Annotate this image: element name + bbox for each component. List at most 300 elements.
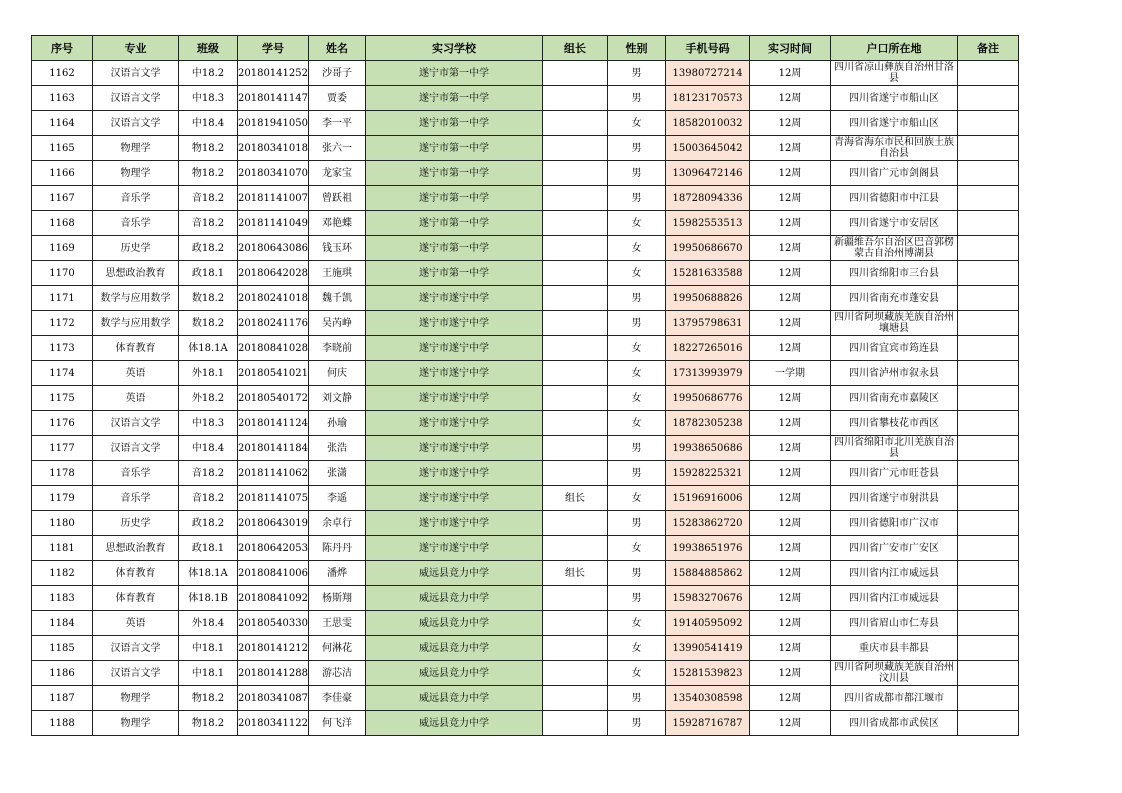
school-cell: 遂宁市遂宁中学 — [366, 386, 543, 411]
hukou-cell: 四川省遂宁市船山区 — [831, 111, 958, 136]
gender-cell: 男 — [608, 161, 666, 186]
hukou-cell: 四川省德阳市中江县 — [831, 186, 958, 211]
phone-cell: 18227265016 — [666, 336, 750, 361]
leader-cell — [543, 711, 608, 736]
phone-cell: 13980727214 — [666, 61, 750, 86]
name-cell: 杨斯翔 — [309, 586, 366, 611]
school-cell: 遂宁市遂宁中学 — [366, 311, 543, 336]
gender-cell: 男 — [608, 461, 666, 486]
table-row — [32, 461, 1019, 486]
name-cell: 李晓前 — [309, 336, 366, 361]
leader-cell — [543, 111, 608, 136]
phone-cell: 18123170573 — [666, 86, 750, 111]
phone-cell: 15928225321 — [666, 461, 750, 486]
hukou-cell: 四川省凉山彝族自治州甘洛县 — [831, 61, 958, 86]
class-cell: 政18.2 — [179, 511, 238, 536]
school-cell: 遂宁市遂宁中学 — [366, 361, 543, 386]
duration-cell: 12周 — [750, 711, 831, 736]
index-cell: 1164 — [32, 111, 93, 136]
table-row — [32, 561, 1019, 586]
class-cell: 外18.1 — [179, 361, 238, 386]
student-id-cell: 20181141062 — [238, 461, 309, 486]
name-cell: 余卓行 — [309, 511, 366, 536]
leader-cell — [543, 436, 608, 461]
phone-cell: 15283862720 — [666, 511, 750, 536]
hukou-cell: 四川省德阳市广汉市 — [831, 511, 958, 536]
name-cell: 魏千凯 — [309, 286, 366, 311]
school-cell: 威远县竞力中学 — [366, 686, 543, 711]
remark-cell — [958, 586, 1019, 611]
class-cell: 外18.4 — [179, 611, 238, 636]
remark-cell — [958, 186, 1019, 211]
class-cell: 物18.2 — [179, 136, 238, 161]
student-id-cell: 20180841028 — [238, 336, 309, 361]
header-row — [32, 36, 1019, 61]
phone-cell: 15983270676 — [666, 586, 750, 611]
col-hukou-header: 户口所在地 — [831, 36, 958, 61]
remark-cell — [958, 211, 1019, 236]
class-cell: 外18.2 — [179, 386, 238, 411]
student-id-cell: 20180643019 — [238, 511, 309, 536]
name-cell: 邓艳蝶 — [309, 211, 366, 236]
remark-cell — [958, 511, 1019, 536]
duration-cell: 12周 — [750, 61, 831, 86]
school-cell: 威远县竞力中学 — [366, 561, 543, 586]
remark-cell — [958, 561, 1019, 586]
hukou-cell: 四川省广安市广安区 — [831, 536, 958, 561]
phone-cell: 15982553513 — [666, 211, 750, 236]
hukou-cell: 四川省广元市旺苍县 — [831, 461, 958, 486]
class-cell: 物18.2 — [179, 686, 238, 711]
school-cell: 遂宁市遂宁中学 — [366, 286, 543, 311]
class-cell: 物18.2 — [179, 711, 238, 736]
leader-cell — [543, 611, 608, 636]
gender-cell: 女 — [608, 361, 666, 386]
student-id-cell: 20180241018 — [238, 286, 309, 311]
index-cell: 1182 — [32, 561, 93, 586]
table-row — [32, 411, 1019, 436]
index-cell: 1167 — [32, 186, 93, 211]
duration-cell: 12周 — [750, 111, 831, 136]
school-cell: 遂宁市第一中学 — [366, 136, 543, 161]
leader-cell — [543, 186, 608, 211]
col-phone-header: 手机号码 — [666, 36, 750, 61]
gender-cell: 女 — [608, 261, 666, 286]
class-cell: 政18.1 — [179, 536, 238, 561]
major-cell: 历史学 — [93, 511, 179, 536]
major-cell: 体育教育 — [93, 561, 179, 586]
table-row — [32, 211, 1019, 236]
name-cell: 何飞洋 — [309, 711, 366, 736]
school-cell: 遂宁市遂宁中学 — [366, 411, 543, 436]
gender-cell: 男 — [608, 186, 666, 211]
hukou-cell: 四川省绵阳市北川羌族自治县 — [831, 436, 958, 461]
student-id-cell: 20180141124 — [238, 411, 309, 436]
index-cell: 1170 — [32, 261, 93, 286]
major-cell: 音乐学 — [93, 186, 179, 211]
leader-cell — [543, 311, 608, 336]
major-cell: 物理学 — [93, 161, 179, 186]
leader-cell — [543, 586, 608, 611]
phone-cell: 19938651976 — [666, 536, 750, 561]
duration-cell: 12周 — [750, 136, 831, 161]
school-cell: 遂宁市第一中学 — [366, 86, 543, 111]
duration-cell: 12周 — [750, 636, 831, 661]
major-cell: 数学与应用数学 — [93, 286, 179, 311]
name-cell: 贾委 — [309, 86, 366, 111]
hukou-cell: 四川省泸州市叙永县 — [831, 361, 958, 386]
table-row — [32, 186, 1019, 211]
class-cell: 音18.2 — [179, 486, 238, 511]
duration-cell: 12周 — [750, 261, 831, 286]
col-major-header: 专业 — [93, 36, 179, 61]
school-cell: 遂宁市第一中学 — [366, 236, 543, 261]
name-cell: 陈丹丹 — [309, 536, 366, 561]
col-school-header: 实习学校 — [366, 36, 543, 61]
major-cell: 汉语言文学 — [93, 411, 179, 436]
phone-cell: 17313993979 — [666, 361, 750, 386]
leader-cell — [543, 336, 608, 361]
student-id-cell: 20180841006 — [238, 561, 309, 586]
school-cell: 威远县竞力中学 — [366, 711, 543, 736]
leader-cell — [543, 411, 608, 436]
gender-cell: 女 — [608, 111, 666, 136]
major-cell: 汉语言文学 — [93, 86, 179, 111]
class-cell: 数18.2 — [179, 286, 238, 311]
student-id-cell: 20180341018 — [238, 136, 309, 161]
index-cell: 1184 — [32, 611, 93, 636]
index-cell: 1174 — [32, 361, 93, 386]
phone-cell: 15928716787 — [666, 711, 750, 736]
leader-cell — [543, 161, 608, 186]
hukou-cell: 四川省内江市威远县 — [831, 586, 958, 611]
student-id-cell: 20180141147 — [238, 86, 309, 111]
remark-cell — [958, 261, 1019, 286]
hukou-cell: 四川省南充市蓬安县 — [831, 286, 958, 311]
table-row — [32, 386, 1019, 411]
class-cell: 中18.4 — [179, 111, 238, 136]
name-cell: 潘烨 — [309, 561, 366, 586]
name-cell: 何淋花 — [309, 636, 366, 661]
class-cell: 中18.3 — [179, 86, 238, 111]
phone-cell: 19950686776 — [666, 386, 750, 411]
name-cell: 孙瑜 — [309, 411, 366, 436]
major-cell: 思想政治教育 — [93, 536, 179, 561]
hukou-cell: 四川省广元市剑阁县 — [831, 161, 958, 186]
gender-cell: 男 — [608, 686, 666, 711]
remark-cell — [958, 361, 1019, 386]
table-row — [32, 161, 1019, 186]
duration-cell: 12周 — [750, 236, 831, 261]
hukou-cell: 四川省成都市武侯区 — [831, 711, 958, 736]
name-cell: 王施琪 — [309, 261, 366, 286]
name-cell: 张潇 — [309, 461, 366, 486]
index-cell: 1163 — [32, 86, 93, 111]
index-cell: 1186 — [32, 661, 93, 686]
leader-cell: 组长 — [543, 486, 608, 511]
remark-cell — [958, 436, 1019, 461]
duration-cell: 12周 — [750, 86, 831, 111]
index-cell: 1187 — [32, 686, 93, 711]
class-cell: 中18.3 — [179, 411, 238, 436]
leader-cell — [543, 686, 608, 711]
gender-cell: 女 — [608, 236, 666, 261]
student-id-cell: 20180841092 — [238, 586, 309, 611]
name-cell: 龙家宝 — [309, 161, 366, 186]
leader-cell — [543, 511, 608, 536]
remark-cell — [958, 411, 1019, 436]
gender-cell: 男 — [608, 711, 666, 736]
duration-cell: 12周 — [750, 661, 831, 686]
student-id-cell: 20180141252 — [238, 61, 309, 86]
table-row — [32, 286, 1019, 311]
leader-cell — [543, 386, 608, 411]
major-cell: 思想政治教育 — [93, 261, 179, 286]
hukou-cell: 四川省遂宁市安居区 — [831, 211, 958, 236]
remark-cell — [958, 236, 1019, 261]
major-cell: 物理学 — [93, 711, 179, 736]
student-id-cell: 20180642053 — [238, 536, 309, 561]
student-internship-table — [31, 35, 1019, 736]
table-row — [32, 486, 1019, 511]
major-cell: 汉语言文学 — [93, 661, 179, 686]
phone-cell: 13990541419 — [666, 636, 750, 661]
class-cell: 政18.2 — [179, 236, 238, 261]
student-id-cell: 20180341122 — [238, 711, 309, 736]
leader-cell — [543, 661, 608, 686]
remark-cell — [958, 711, 1019, 736]
school-cell: 遂宁市遂宁中学 — [366, 461, 543, 486]
leader-cell — [543, 361, 608, 386]
major-cell: 汉语言文学 — [93, 61, 179, 86]
phone-cell: 15003645042 — [666, 136, 750, 161]
gender-cell: 女 — [608, 636, 666, 661]
hukou-cell: 四川省眉山市仁寿县 — [831, 611, 958, 636]
major-cell: 历史学 — [93, 236, 179, 261]
major-cell: 英语 — [93, 386, 179, 411]
index-cell: 1183 — [32, 586, 93, 611]
remark-cell — [958, 61, 1019, 86]
student-id-cell: 20180341087 — [238, 686, 309, 711]
school-cell: 威远县竞力中学 — [366, 586, 543, 611]
hukou-cell: 新疆维吾尔自治区巴音郭楞蒙古自治州博湖县 — [831, 236, 958, 261]
col-index-header: 序号 — [32, 36, 93, 61]
name-cell: 游芯洁 — [309, 661, 366, 686]
table-row — [32, 361, 1019, 386]
major-cell: 物理学 — [93, 686, 179, 711]
major-cell: 音乐学 — [93, 486, 179, 511]
remark-cell — [958, 311, 1019, 336]
leader-cell — [543, 136, 608, 161]
remark-cell — [958, 386, 1019, 411]
remark-cell — [958, 661, 1019, 686]
class-cell: 音18.2 — [179, 186, 238, 211]
hukou-cell: 重庆市县丰都县 — [831, 636, 958, 661]
name-cell: 李遥 — [309, 486, 366, 511]
major-cell: 体育教育 — [93, 586, 179, 611]
school-cell: 威远县竞力中学 — [366, 636, 543, 661]
student-id-cell: 20181141075 — [238, 486, 309, 511]
index-cell: 1180 — [32, 511, 93, 536]
class-cell: 中18.1 — [179, 636, 238, 661]
school-cell: 遂宁市遂宁中学 — [366, 536, 543, 561]
student-id-cell: 20180643086 — [238, 236, 309, 261]
remark-cell — [958, 686, 1019, 711]
student-id-cell: 20180141288 — [238, 661, 309, 686]
gender-cell: 男 — [608, 61, 666, 86]
duration-cell: 12周 — [750, 311, 831, 336]
class-cell: 物18.2 — [179, 161, 238, 186]
class-cell: 政18.1 — [179, 261, 238, 286]
duration-cell: 12周 — [750, 486, 831, 511]
index-cell: 1177 — [32, 436, 93, 461]
remark-cell — [958, 636, 1019, 661]
name-cell: 张六一 — [309, 136, 366, 161]
class-cell: 音18.2 — [179, 211, 238, 236]
gender-cell: 女 — [608, 211, 666, 236]
duration-cell: 12周 — [750, 386, 831, 411]
class-cell: 体18.1A — [179, 336, 238, 361]
class-cell: 体18.1A — [179, 561, 238, 586]
duration-cell: 12周 — [750, 686, 831, 711]
table-body — [32, 61, 1019, 736]
major-cell: 汉语言文学 — [93, 436, 179, 461]
phone-cell: 18582010032 — [666, 111, 750, 136]
table-row — [32, 61, 1019, 86]
student-id-cell: 20180540172 — [238, 386, 309, 411]
duration-cell: 12周 — [750, 161, 831, 186]
school-cell: 遂宁市第一中学 — [366, 186, 543, 211]
remark-cell — [958, 161, 1019, 186]
index-cell: 1188 — [32, 711, 93, 736]
hukou-cell: 四川省阿坝藏族羌族自治州汶川县 — [831, 661, 958, 686]
major-cell: 汉语言文学 — [93, 111, 179, 136]
class-cell: 体18.1B — [179, 586, 238, 611]
school-cell: 遂宁市第一中学 — [366, 111, 543, 136]
table-row — [32, 711, 1019, 736]
index-cell: 1162 — [32, 61, 93, 86]
name-cell: 曾跃祖 — [309, 186, 366, 211]
hukou-cell: 四川省宜宾市筠连县 — [831, 336, 958, 361]
duration-cell: 12周 — [750, 186, 831, 211]
remark-cell — [958, 336, 1019, 361]
school-cell: 遂宁市第一中学 — [366, 261, 543, 286]
school-cell: 遂宁市第一中学 — [366, 161, 543, 186]
table-row — [32, 686, 1019, 711]
table-row — [32, 136, 1019, 161]
remark-cell — [958, 286, 1019, 311]
major-cell: 英语 — [93, 611, 179, 636]
phone-cell: 15281633588 — [666, 261, 750, 286]
school-cell: 遂宁市遂宁中学 — [366, 336, 543, 361]
col-gender-header: 性别 — [608, 36, 666, 61]
major-cell: 汉语言文学 — [93, 636, 179, 661]
table-row — [32, 611, 1019, 636]
name-cell: 刘文静 — [309, 386, 366, 411]
table-row — [32, 436, 1019, 461]
col-name-header: 姓名 — [309, 36, 366, 61]
table-row — [32, 586, 1019, 611]
index-cell: 1173 — [32, 336, 93, 361]
index-cell: 1175 — [32, 386, 93, 411]
name-cell: 何庆 — [309, 361, 366, 386]
duration-cell: 一学期 — [750, 361, 831, 386]
phone-cell: 13795798631 — [666, 311, 750, 336]
class-cell: 音18.2 — [179, 461, 238, 486]
student-id-cell: 20181941050 — [238, 111, 309, 136]
class-cell: 中18.1 — [179, 661, 238, 686]
name-cell: 李一平 — [309, 111, 366, 136]
duration-cell: 12周 — [750, 536, 831, 561]
hukou-cell: 四川省绵阳市三台县 — [831, 261, 958, 286]
student-id-cell: 20180141212 — [238, 636, 309, 661]
phone-cell: 18782305238 — [666, 411, 750, 436]
index-cell: 1178 — [32, 461, 93, 486]
major-cell: 音乐学 — [93, 211, 179, 236]
major-cell: 物理学 — [93, 136, 179, 161]
leader-cell: 组长 — [543, 561, 608, 586]
phone-cell: 19950686670 — [666, 236, 750, 261]
student-id-cell: 20180540330 — [238, 611, 309, 636]
student-id-cell: 20180141184 — [238, 436, 309, 461]
table-row — [32, 661, 1019, 686]
student-id-cell: 20181141049 — [238, 211, 309, 236]
name-cell: 钱玉环 — [309, 236, 366, 261]
table-row — [32, 636, 1019, 661]
name-cell: 王思雯 — [309, 611, 366, 636]
remark-cell — [958, 611, 1019, 636]
phone-cell: 15196916006 — [666, 486, 750, 511]
duration-cell: 12周 — [750, 211, 831, 236]
phone-cell: 13096472146 — [666, 161, 750, 186]
table-row — [32, 261, 1019, 286]
duration-cell: 12周 — [750, 611, 831, 636]
table-row — [32, 86, 1019, 111]
duration-cell: 12周 — [750, 511, 831, 536]
hukou-cell: 四川省阿坝藏族羌族自治州壤塘县 — [831, 311, 958, 336]
duration-cell: 12周 — [750, 461, 831, 486]
class-cell: 数18.2 — [179, 311, 238, 336]
index-cell: 1166 — [32, 161, 93, 186]
phone-cell: 19950688826 — [666, 286, 750, 311]
col-student-id-header: 学号 — [238, 36, 309, 61]
duration-cell: 12周 — [750, 336, 831, 361]
gender-cell: 女 — [608, 611, 666, 636]
school-cell: 威远县竞力中学 — [366, 661, 543, 686]
major-cell: 数学与应用数学 — [93, 311, 179, 336]
hukou-cell: 青海省海东市民和回族土族自治县 — [831, 136, 958, 161]
hukou-cell: 四川省南充市嘉陵区 — [831, 386, 958, 411]
hukou-cell: 四川省遂宁市射洪县 — [831, 486, 958, 511]
table-row — [32, 336, 1019, 361]
gender-cell: 男 — [608, 136, 666, 161]
index-cell: 1171 — [32, 286, 93, 311]
phone-cell: 19938650686 — [666, 436, 750, 461]
class-cell: 中18.2 — [179, 61, 238, 86]
phone-cell: 15281539823 — [666, 661, 750, 686]
hukou-cell: 四川省攀枝花市西区 — [831, 411, 958, 436]
hukou-cell: 四川省成都市都江堰市 — [831, 686, 958, 711]
name-cell: 吴芮峥 — [309, 311, 366, 336]
leader-cell — [543, 461, 608, 486]
remark-cell — [958, 136, 1019, 161]
col-duration-header: 实习时间 — [750, 36, 831, 61]
leader-cell — [543, 86, 608, 111]
gender-cell: 女 — [608, 661, 666, 686]
name-cell: 张浩 — [309, 436, 366, 461]
class-cell: 中18.4 — [179, 436, 238, 461]
table-row — [32, 511, 1019, 536]
